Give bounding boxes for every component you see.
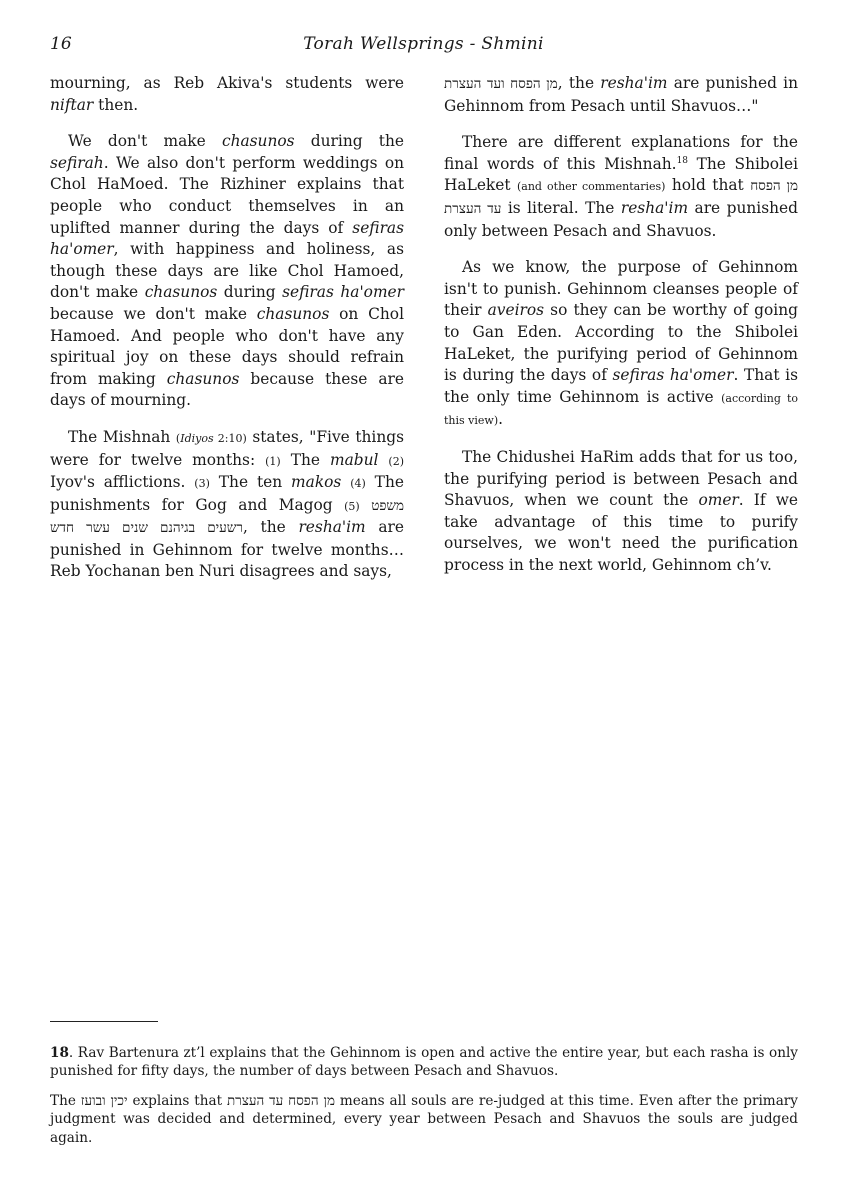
paragraph: We don't make chasunos during the sefirah. We also don't perform weddings on Chol HaMoed. The Rizhiner explains that people who conduct themselves in an uplifted manner during the days of sefiras ha'omer, with happiness and holiness, as though these days are like Chol Hamoed, don't make chasunos during sefiras ha'omer because we don't make chasunos on Chol Hamoed. And people who don't have any spiritual joy on these days should refrain from making chasunos because these are days of mourning.	[50, 132, 405, 410]
footnote: The יכין ובועז explains that מן הפסח עד העצרת means all souls are re-judged at this time. Even after the primary judgment was decided and determined, every year between Pesach and Shavuos the souls are judged again.	[50, 1092, 798, 1146]
footnote: 18. Rav Bartenura zt’l explains that the Gehinnom is open and active the entire year, but each rasha is only punished for fifty days, the number of days between Pesach and Shavuos.	[50, 1045, 798, 1080]
page-header	[50, 34, 797, 58]
right-column	[444, 73, 798, 591]
paragraph: מן הפסח ועד העצרת, the resha'im are punished in Gehinnom from Pesach until Shavuos…"	[444, 74, 798, 115]
paragraph: The Mishnah (Idiyos 2:10) states, "Five things were for twelve months: (1) The mabul (2) Iyov's afflictions. (3) The ten makos (4) The punishments for Gog and Magog (5) משפט רשעים בגיהנם שנים עשר חדש, the resha'im are punished in Gehinnom for twelve months… Reb Yochanan ben Nuri disagrees and says,	[50, 427, 405, 581]
footnotes	[50, 1044, 798, 1158]
footnote-separator	[50, 1021, 158, 1022]
paragraph: The Chidushei HaRim adds that for us too, the purifying period is between Pesach and Shavuos, when we count the omer. If we take advantage of this time to purify ourselves, we won't need the purification process in the next world, Gehinnom ch’v.	[444, 447, 798, 574]
paragraph: As we know, the purpose of Gehinnom isn't to punish. Gehinnom cleanses people of their aveiros so they can be worthy of going to Gan Eden. According to the Shibolei HaLeket, the purifying period of Gehinnom is during the days of sefiras ha'omer. That is the only time Gehinnom is active (according to this view).	[444, 258, 798, 429]
left-column	[50, 73, 404, 598]
paragraph: There are different explanations for the final words of this Mishnah.$^{18}$ The Shibolei HaLeket (and other commentaries) hold that מן הפסח עד העצרת is literal. The resha'im are punished only between Pesach and Shavuos.	[444, 133, 798, 240]
paragraph: mourning, as Reb Akiva's students were niftar then.	[50, 74, 404, 114]
running-title: Torah Wellsprings - Shmini	[303, 34, 544, 54]
page-number: 16	[50, 34, 72, 54]
